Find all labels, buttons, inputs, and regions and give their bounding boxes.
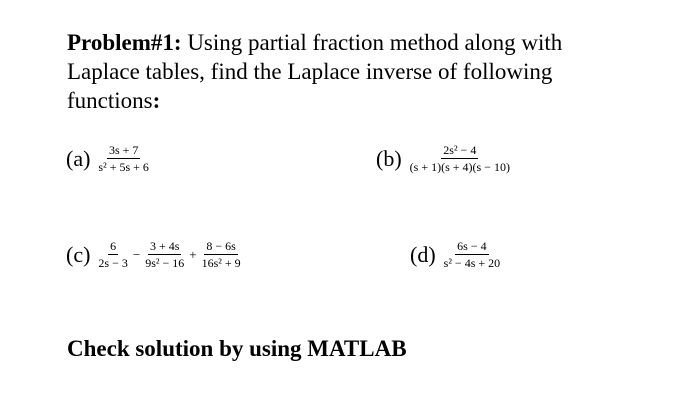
part-c [66, 239, 245, 270]
part-c-term3-denominator: 16s² + 9 [201, 256, 241, 270]
part-a-fraction [94, 143, 152, 174]
part-c-term2-denominator: 9s² − 16 [145, 256, 185, 270]
problem-label: Problem#1: [67, 30, 182, 55]
part-b-numerator: 2s² − 4 [443, 143, 477, 157]
problem-heading [67, 28, 627, 115]
part-c-term1-denominator: 2s − 3 [98, 256, 128, 270]
part-d-numerator: 6s − 4 [457, 239, 487, 253]
part-a [66, 143, 153, 174]
part-b [376, 143, 514, 174]
part-c-operator-plus: + [189, 246, 197, 262]
part-c-term1 [94, 239, 131, 270]
part-c-term3 [198, 239, 245, 270]
part-d-label: (d) [410, 241, 436, 267]
part-c-term2-numerator: 3 + 4s [150, 239, 180, 253]
part-b-denominator: (s + 1)(s + 4)(s − 10) [409, 160, 510, 174]
part-a-numerator: 3s + 7 [108, 143, 139, 157]
problem-colon: : [152, 88, 161, 113]
part-c-label: (c) [66, 241, 91, 267]
part-b-fraction [406, 143, 514, 174]
matlab-instruction: Check solution by using MATLAB [67, 336, 407, 361]
part-c-term2 [141, 239, 188, 270]
part-d [410, 239, 504, 270]
problem-intro: Using partial fraction method along with Laplace tables, find the Laplace inverse of following functions [67, 30, 563, 113]
part-d-denominator: s² − 4s + 20 [443, 256, 501, 270]
part-c-term3-numerator: 8 − 6s [206, 239, 236, 253]
part-c-term1-numerator: 6 [110, 239, 117, 253]
part-a-denominator: s² + 5s + 6 [98, 160, 149, 174]
part-a-label: (a) [66, 145, 91, 171]
part-c-operator-minus: − [132, 246, 141, 262]
part-d-fraction [440, 239, 504, 270]
part-b-label: (b) [376, 145, 402, 171]
